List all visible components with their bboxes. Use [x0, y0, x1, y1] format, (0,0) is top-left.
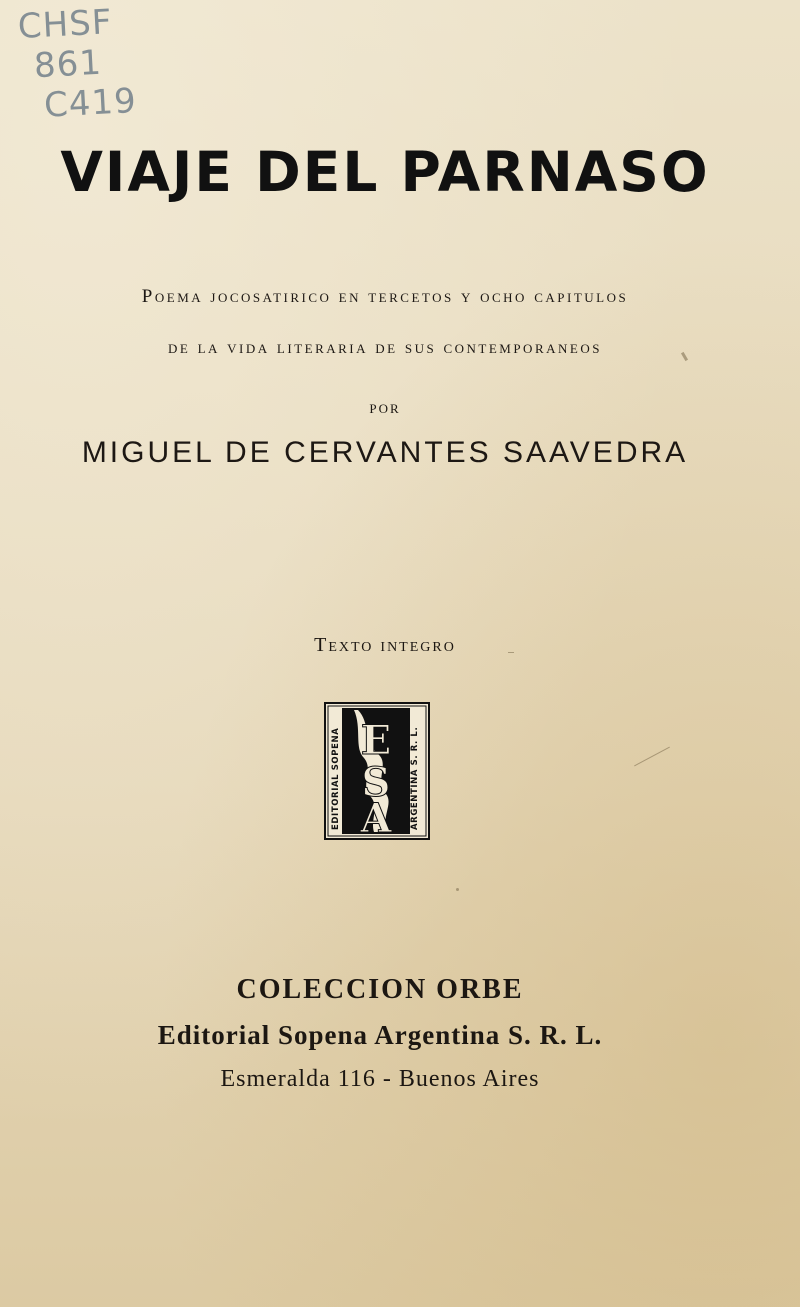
book-title: VIAJE DEL PARNASO	[60, 140, 710, 204]
logo-letter-s: S	[361, 759, 391, 806]
author-name: MIGUEL DE CERVANTES SAAVEDRA	[81, 436, 689, 469]
call-number-line: CHSF	[16, 2, 114, 48]
subtitle-line-1: Poema jocosatirico en tercetos y ocho capitulos	[141, 286, 629, 307]
subtitle-line-2: de la vida literaria de sus contemporaneos	[168, 337, 602, 358]
call-number-line: 861	[33, 42, 103, 87]
logo-letter-a: A	[360, 795, 392, 840]
by-label: por	[369, 397, 401, 417]
paper-speck	[456, 888, 459, 891]
logo-right-text: ARGENTINA S. R. L.	[410, 726, 420, 830]
call-number-line: C419	[43, 80, 138, 126]
collection-name: COLECCION ORBE	[236, 974, 524, 1005]
publisher-name: Editorial Sopena Argentina S. R. L.	[157, 1020, 603, 1050]
text-note: Texto integro	[314, 634, 456, 656]
publisher-logo	[324, 702, 430, 840]
logo-letter-e: E	[360, 717, 392, 764]
paper-speck	[508, 652, 514, 653]
library-call-number	[17, 1, 138, 127]
logo-left-text: EDITORIAL SOPENA	[331, 727, 341, 830]
publisher-address: Esmeralda 116 - Buenos Aires	[220, 1066, 540, 1092]
paper-speck	[634, 747, 670, 767]
